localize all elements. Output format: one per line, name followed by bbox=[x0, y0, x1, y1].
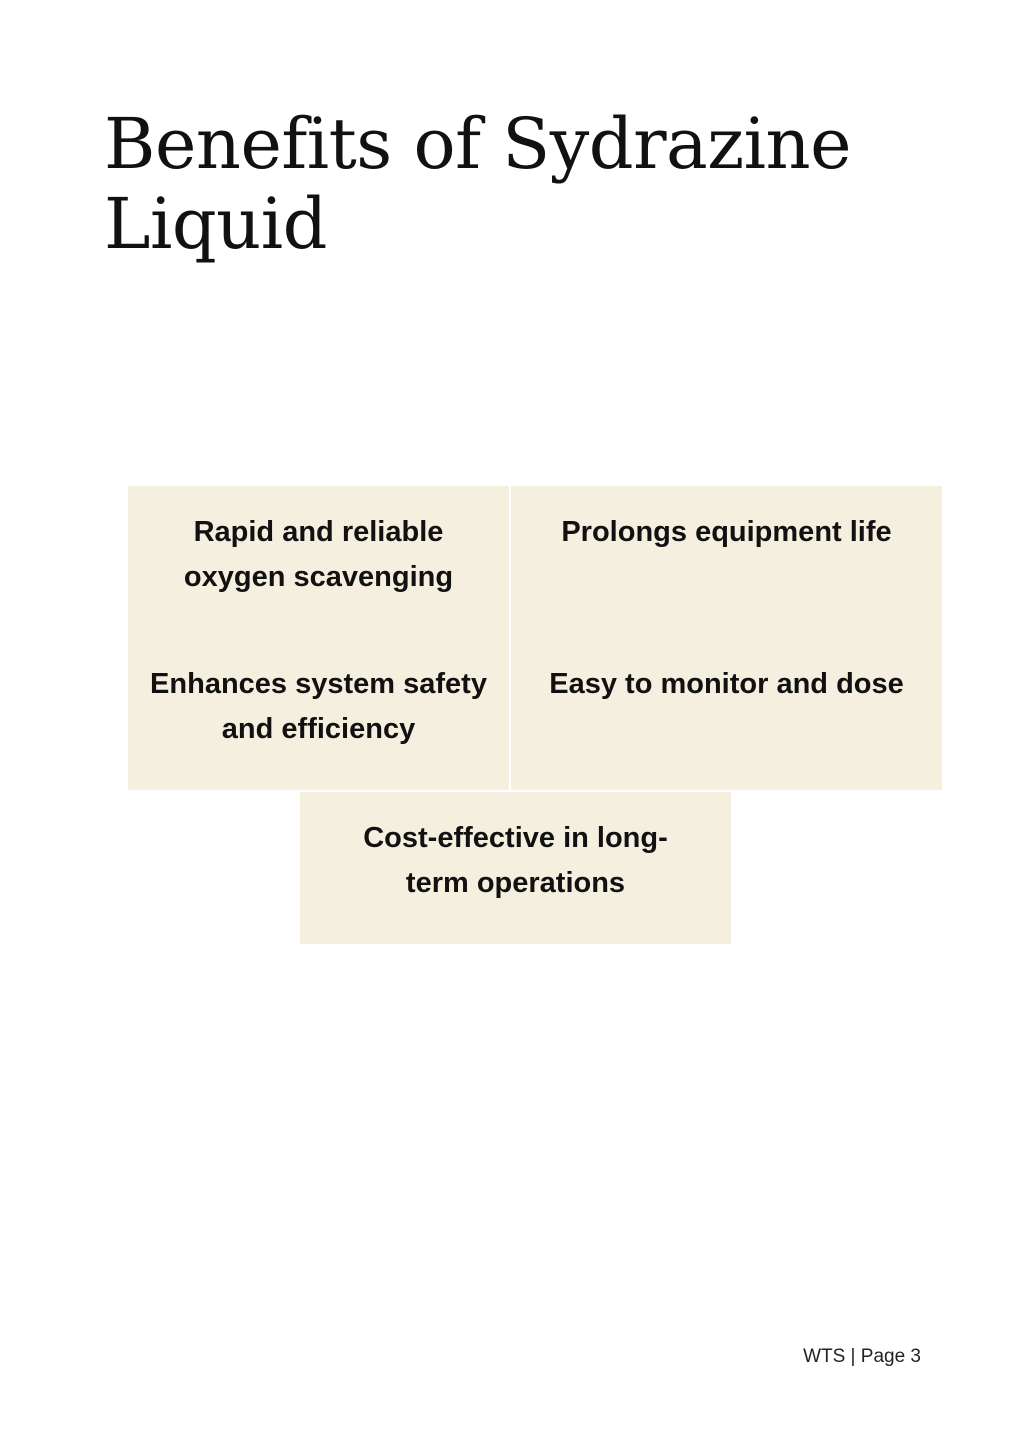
benefit-label: Rapid and reliable oxygen scavenging bbox=[183, 516, 454, 593]
benefit-cell-oxygen-scavenging bbox=[128, 486, 509, 638]
benefit-label: Easy to monitor and dose bbox=[549, 668, 904, 700]
benefit-label: Cost-effective in long-term operations bbox=[363, 822, 668, 899]
benefit-label: Enhances system safety and efficiency bbox=[150, 668, 487, 745]
benefit-cell-monitor-dose bbox=[511, 638, 942, 790]
benefit-cell-safety-efficiency bbox=[128, 638, 509, 790]
benefit-cell-cost-effective bbox=[300, 792, 731, 944]
page-footer: WTS | Page 3 bbox=[803, 1346, 921, 1367]
benefit-label: Prolongs equipment life bbox=[561, 516, 892, 548]
benefit-cell-equipment-life bbox=[511, 486, 942, 638]
page-title: Benefits of Sydrazine Liquid bbox=[104, 103, 852, 265]
